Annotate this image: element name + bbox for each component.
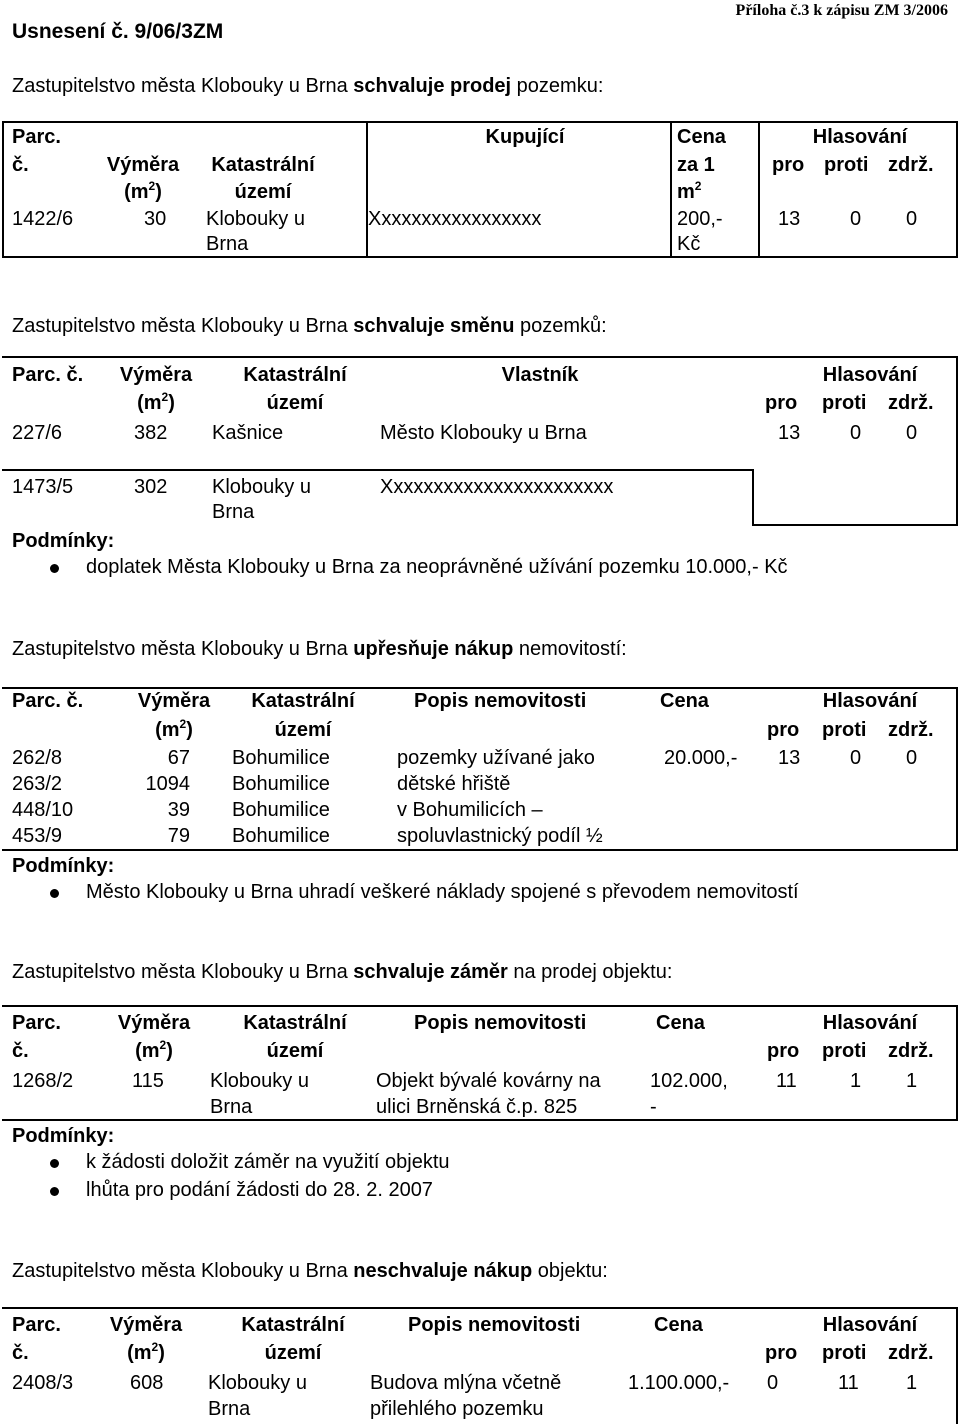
col-katastralni-2: území [266,392,324,414]
col-zdrz: zdrž. [888,1040,934,1062]
col-vymera: Výměra [137,690,211,712]
cell-vymera: 115 [132,1070,164,1092]
bullet-icon [50,1159,59,1168]
cell-zdrz: 0 [906,747,918,769]
section-heading-purchase-spec: Zastupitelstvo města Klobouky u Brna upřesňuje nákup nemovitostí: [12,638,627,660]
condition-item: Město Klobouky u Brna uhradí veškeré náklady spojené s převodem nemovitostí [86,881,799,903]
cell-popis: dětské hřiště [397,773,511,795]
cell-katastralni-2: Brna [212,501,255,523]
cell-katastralni: Kašnice [212,422,284,444]
col-hlasovani: Hlasování [822,690,918,712]
cell-popis: pozemky užívané jako [397,747,595,769]
col-parc-2: č. [12,1040,29,1062]
cell-katastralni: Bohumilice [232,825,330,847]
col-zdrz: zdrž. [888,1342,934,1364]
cell-pro: 13 [778,747,801,769]
col-hlasovani: Hlasování [812,126,908,148]
cell-parc: 1473/5 [12,476,74,498]
col-cena: Cena [656,1012,705,1034]
cell-popis-2: ulici Brněnská č.p. 825 [376,1096,578,1118]
cell-vymera: 39 [167,799,190,821]
col-popis: Popis nemovitosti [414,1012,587,1034]
cell-pro: 13 [778,208,801,230]
cell-zdrz: 0 [906,208,918,230]
col-pro: pro [767,1040,800,1062]
col-vymera-unit: $(m^2)$ [155,717,193,741]
col-katastralni-2: území [234,181,292,203]
cell-katastralni: Klobouky u [210,1070,309,1092]
col-vymera: Výměra [117,1012,191,1034]
cell-popis: Objekt bývalé kovárny na [376,1070,601,1092]
cell-katastralni: Bohumilice [232,747,330,769]
cell-parc: 448/10 [12,799,74,821]
cell-cena-2: Kč [677,233,701,255]
col-popis: Popis nemovitosti [414,690,587,712]
cell-cena: 20.000,- [664,747,738,769]
col-zdrz: zdrž. [888,154,934,176]
cell-vymera: 30 [144,208,167,230]
col-pro: pro [765,392,798,414]
cell-cena: 102.000, [650,1070,728,1092]
cell-popis: spoluvlastnický podíl ½ [397,825,603,847]
col-pro: pro [767,719,800,741]
cell-katastralni: Klobouky u [208,1372,307,1394]
attachment-note: Příloha č.3 k zápisu ZM 3/2006 [735,2,948,19]
col-parc-2: č. [12,1342,29,1364]
cell-cena: 200,- [677,208,723,230]
section-heading-intent: Zastupitelstvo města Klobouky u Brna schvaluje záměr na prodej objektu: [12,961,673,983]
cell-parc: 1268/2 [12,1070,74,1092]
cell-proti: 0 [850,422,862,444]
col-parc: Parc. [12,1012,61,1034]
cell-katastralni-2: Brna [206,233,249,255]
col-vymera: Výměra [119,364,193,386]
cell-parc: 1422/6 [12,208,74,230]
cell-popis: v Bohumilicích – [397,799,543,821]
col-cena-3: $m^2$ [677,179,702,203]
cell-vymera: 382 [134,422,168,444]
cell-proti: 11 [838,1372,859,1394]
col-zdrz: zdrž. [888,719,934,741]
cell-vymera: 302 [134,476,168,498]
col-parc: Parc. [12,126,61,148]
cell-parc: 227/6 [12,422,63,444]
cell-parc: 263/2 [12,773,63,795]
cell-katastralni: Bohumilice [232,773,330,795]
col-kupujici: Kupující [485,126,565,148]
col-katastralni: Katastrální [243,1012,347,1034]
cell-pro: 0 [767,1372,779,1394]
col-proti: proti [822,392,867,414]
section-heading-exchange: Zastupitelstvo města Klobouky u Brna schvaluje směnu pozemků: [12,315,607,337]
condition-item: lhůta pro podání žádosti do 28. 2. 2007 [86,1179,433,1201]
cell-vymera: 79 [167,825,190,847]
col-proti: proti [822,719,867,741]
conditions-label: Podmínky: [12,530,115,552]
col-vymera-unit: $(m^2)$ [124,179,162,203]
col-katastralni: Katastrální [243,364,347,386]
col-parc: Parc. č. [12,690,84,712]
col-katastralni: Katastrální [211,154,315,176]
cell-katastralni-2: Brna [210,1096,253,1118]
cell-katastralni: Bohumilice [232,799,330,821]
col-cena: Cena [660,690,709,712]
document-title: Usnesení č. 9/06/3ZM [12,20,224,43]
cell-katastralni: Klobouky u [206,208,305,230]
col-vymera-unit: $(m^2)$ [127,1340,165,1364]
cell-vymera: 608 [130,1372,164,1394]
col-proti: proti [822,1342,867,1364]
col-parc-2: č. [12,154,29,176]
cell-pro: 11 [776,1070,797,1092]
conditions-label: Podmínky: [12,1125,115,1147]
col-katastralni-2: území [274,719,332,741]
cell-katastralni: Klobouky u [212,476,311,498]
col-vymera: Výměra [106,154,180,176]
col-proti: proti [822,1040,867,1062]
col-vymera: Výměra [109,1314,183,1336]
cell-proti: 1 [850,1070,862,1092]
cell-proti: 0 [850,747,862,769]
cell-proti: 0 [850,208,862,230]
cell-kupujici: Xxxxxxxxxxxxxxxxx [368,208,542,230]
cell-vlastnik: Xxxxxxxxxxxxxxxxxxxxxxx [380,476,614,498]
col-zdrz: zdrž. [888,392,934,414]
col-parc: Parc. č. [12,364,84,386]
cell-zdrz: 0 [906,422,918,444]
col-katastralni-2: území [266,1040,324,1062]
col-vymera-unit: $(m^2)$ [135,1038,173,1062]
col-popis: Popis nemovitosti [408,1314,581,1336]
col-pro: pro [772,154,805,176]
cell-cena-2: - [650,1096,657,1118]
col-cena: Cena [654,1314,703,1336]
cell-parc: 453/9 [12,825,63,847]
col-proti: proti [824,154,869,176]
col-cena: Cena [677,126,726,148]
bullet-icon [50,1187,59,1196]
cell-vlastnik: Město Klobouky u Brna [380,422,587,444]
col-katastralni: Katastrální [241,1314,345,1336]
cell-vymera: 67 [167,747,190,769]
col-parc: Parc. [12,1314,61,1336]
cell-parc: 262/8 [12,747,63,769]
cell-katastralni-2: Brna [208,1398,251,1420]
bullet-icon [50,889,59,898]
cell-vymera: 1094 [145,773,190,795]
col-cena-2: za 1 [677,154,715,176]
bullet-icon [50,564,59,573]
cell-popis-2: přilehlého pozemku [370,1398,544,1420]
col-hlasovani: Hlasování [822,1314,918,1336]
cell-zdrz: 1 [906,1070,918,1092]
col-hlasovani: Hlasování [822,1012,918,1034]
section-heading-sale: Zastupitelstvo města Klobouky u Brna schvaluje prodej pozemku: [12,75,604,97]
col-hlasovani: Hlasování [822,364,918,386]
conditions-label: Podmínky: [12,855,115,877]
cell-parc: 2408/3 [12,1372,74,1394]
condition-item: k žádosti doložit záměr na využití objektu [86,1151,450,1173]
col-vymera-unit: $(m^2)$ [137,390,175,414]
cell-popis: Budova mlýna včetně [370,1372,562,1394]
col-katastralni: Katastrální [251,690,355,712]
section-heading-purchase-rejected: Zastupitelstvo města Klobouky u Brna neschvaluje nákup objektu: [12,1260,608,1282]
cell-zdrz: 1 [906,1372,918,1394]
cell-cena: 1.100.000,- [628,1372,730,1394]
col-vlastnik: Vlastník [501,364,579,386]
cell-pro: 13 [778,422,801,444]
condition-item: doplatek Města Klobouky u Brna za neoprávněné užívání pozemku 10.000,- Kč [86,556,788,578]
col-katastralni-2: území [264,1342,322,1364]
col-pro: pro [765,1342,798,1364]
